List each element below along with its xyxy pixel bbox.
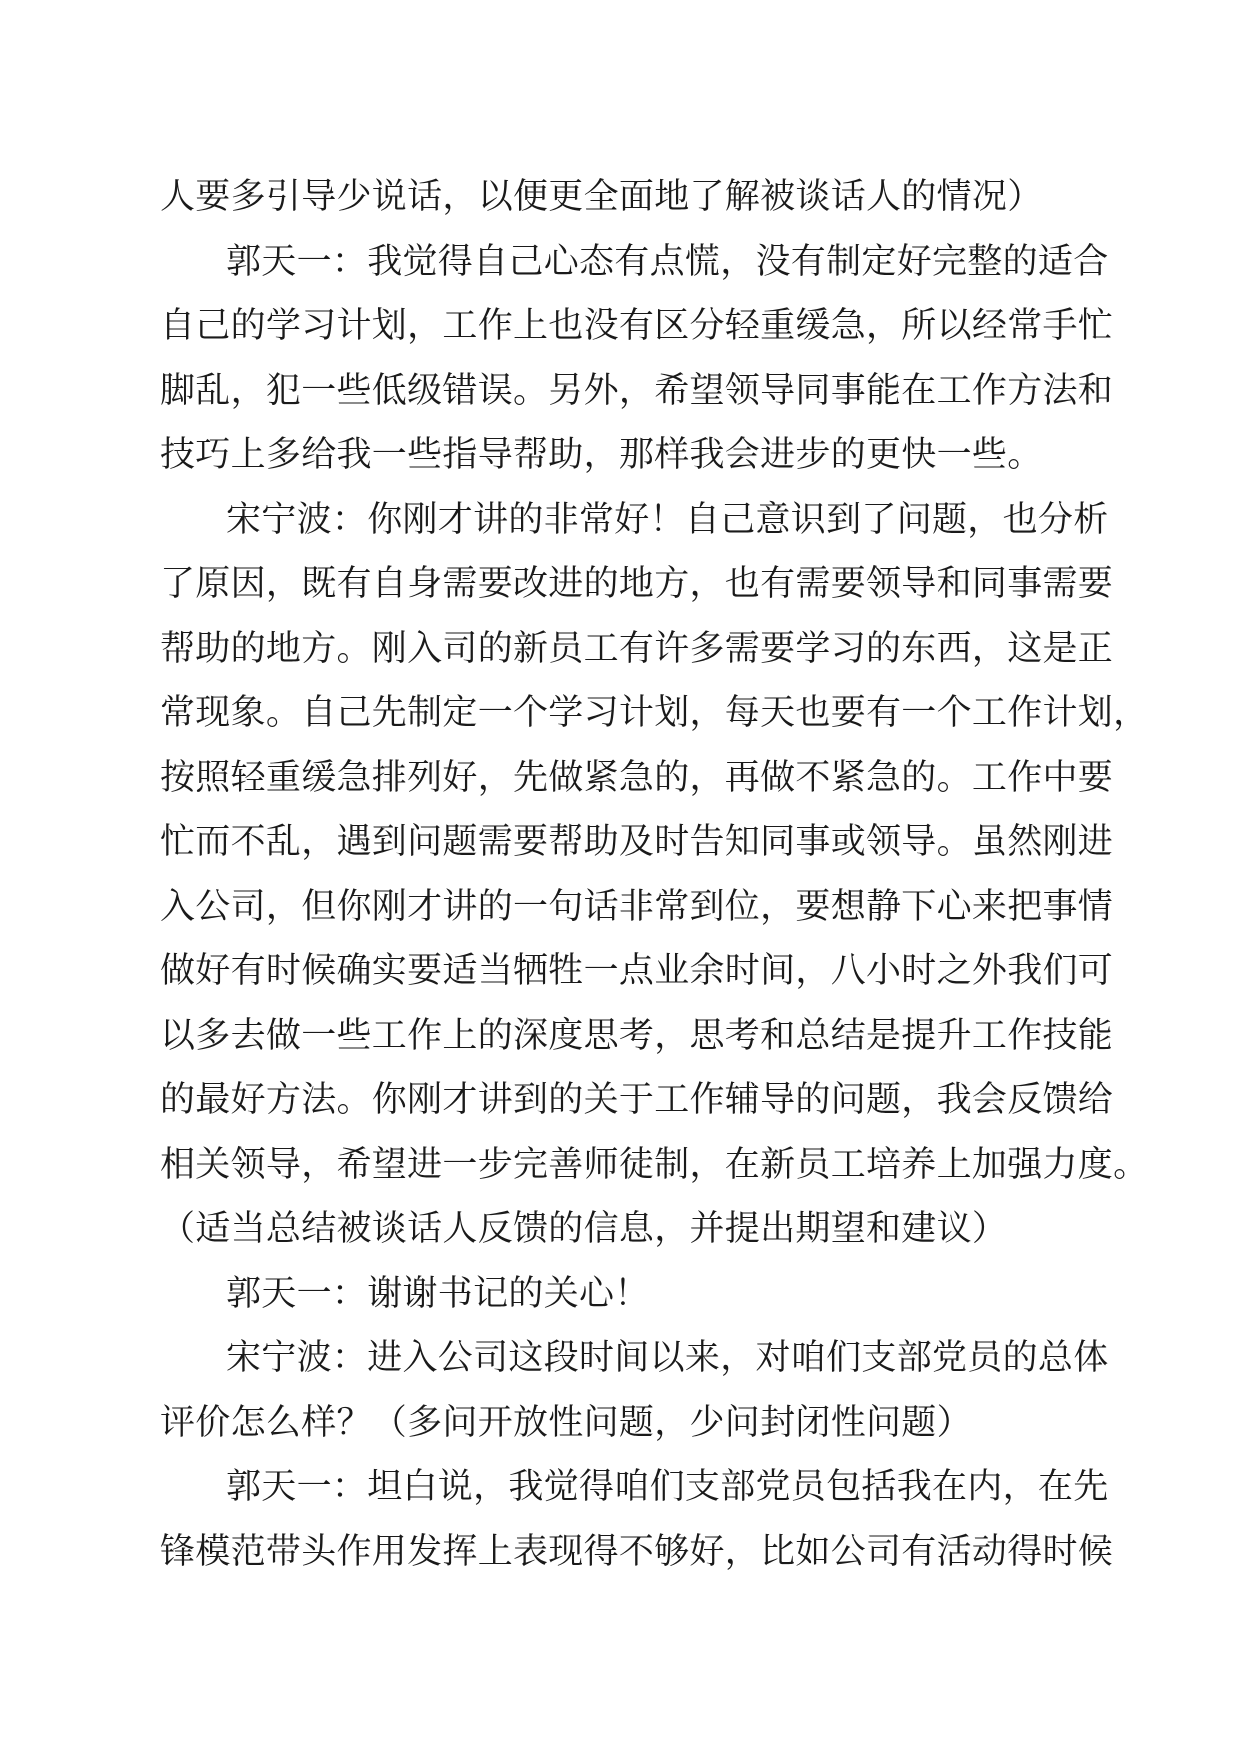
text-line: 的最好方法。你刚才讲到的关于工作辅导的问题，我会反馈给 (160, 1080, 1114, 1120)
text-line: 脚乱，犯一些低级错误。另外，希望领导同事能在工作方法和 (160, 370, 1114, 411)
text-line: 了原因，既有自身需要改进的地方，也有需要领导和同事需要 (160, 564, 1114, 604)
text-line: 宋宁波：进入公司这段时间以来，对咱们支部党员的总体 (226, 1338, 1109, 1378)
text-line: 锋模范带头作用发挥上表现得不够好，比如公司有活动得时候 (160, 1531, 1114, 1572)
document-body (160, 165, 1149, 1584)
text-line: 按照轻重缓急排列好，先做紧急的，再做不紧急的。工作中要 (160, 757, 1114, 798)
text-line: 人要多引导少说话，以便更全面地了解被谈话人的情况） (160, 177, 1043, 217)
text-line: （适当总结被谈话人反馈的信息，并提出期望和建议） (160, 1209, 1008, 1249)
text-line: 自己的学习计划，工作上也没有区分轻重缓急，所以经常手忙 (160, 306, 1114, 346)
text-line: 宋宁波：你刚才讲的非常好！自己意识到了问题，也分析 (226, 499, 1109, 540)
text-line: 相关领导，希望进一步完善师徒制，在新员工培养上加强力度。 (160, 1144, 1149, 1185)
text-line: 忙而不乱，遇到问题需要帮助及时告知同事或领导。虽然刚进 (160, 822, 1114, 862)
text-line: 评价怎么样？（多问开放性问题，少问封闭性问题） (160, 1402, 972, 1443)
text-line: 帮助的地方。刚入司的新员工有许多需要学习的东西，这是正 (160, 628, 1114, 669)
text-line: 郭天一：谢谢书记的关心！ (226, 1273, 650, 1314)
text-line: 以多去做一些工作上的深度思考，思考和总结是提升工作技能 (160, 1015, 1114, 1056)
text-line: 郭天一：我觉得自己心态有点慌，没有制定好完整的适合 (226, 241, 1109, 282)
text-line: 技巧上多给我一些指导帮助，那样我会进步的更快一些。 (160, 435, 1043, 475)
text-line: 做好有时候确实要适当牺牲一点业余时间，八小时之外我们可 (160, 951, 1114, 991)
text-line: 入公司，但你刚才讲的一句话非常到位，要想静下心来把事情 (160, 886, 1114, 927)
text-line: 常现象。自己先制定一个学习计划，每天也要有一个工作计划， (160, 693, 1149, 733)
text-line: 郭天一：坦白说，我觉得咱们支部党员包括我在内，在先 (226, 1467, 1109, 1507)
